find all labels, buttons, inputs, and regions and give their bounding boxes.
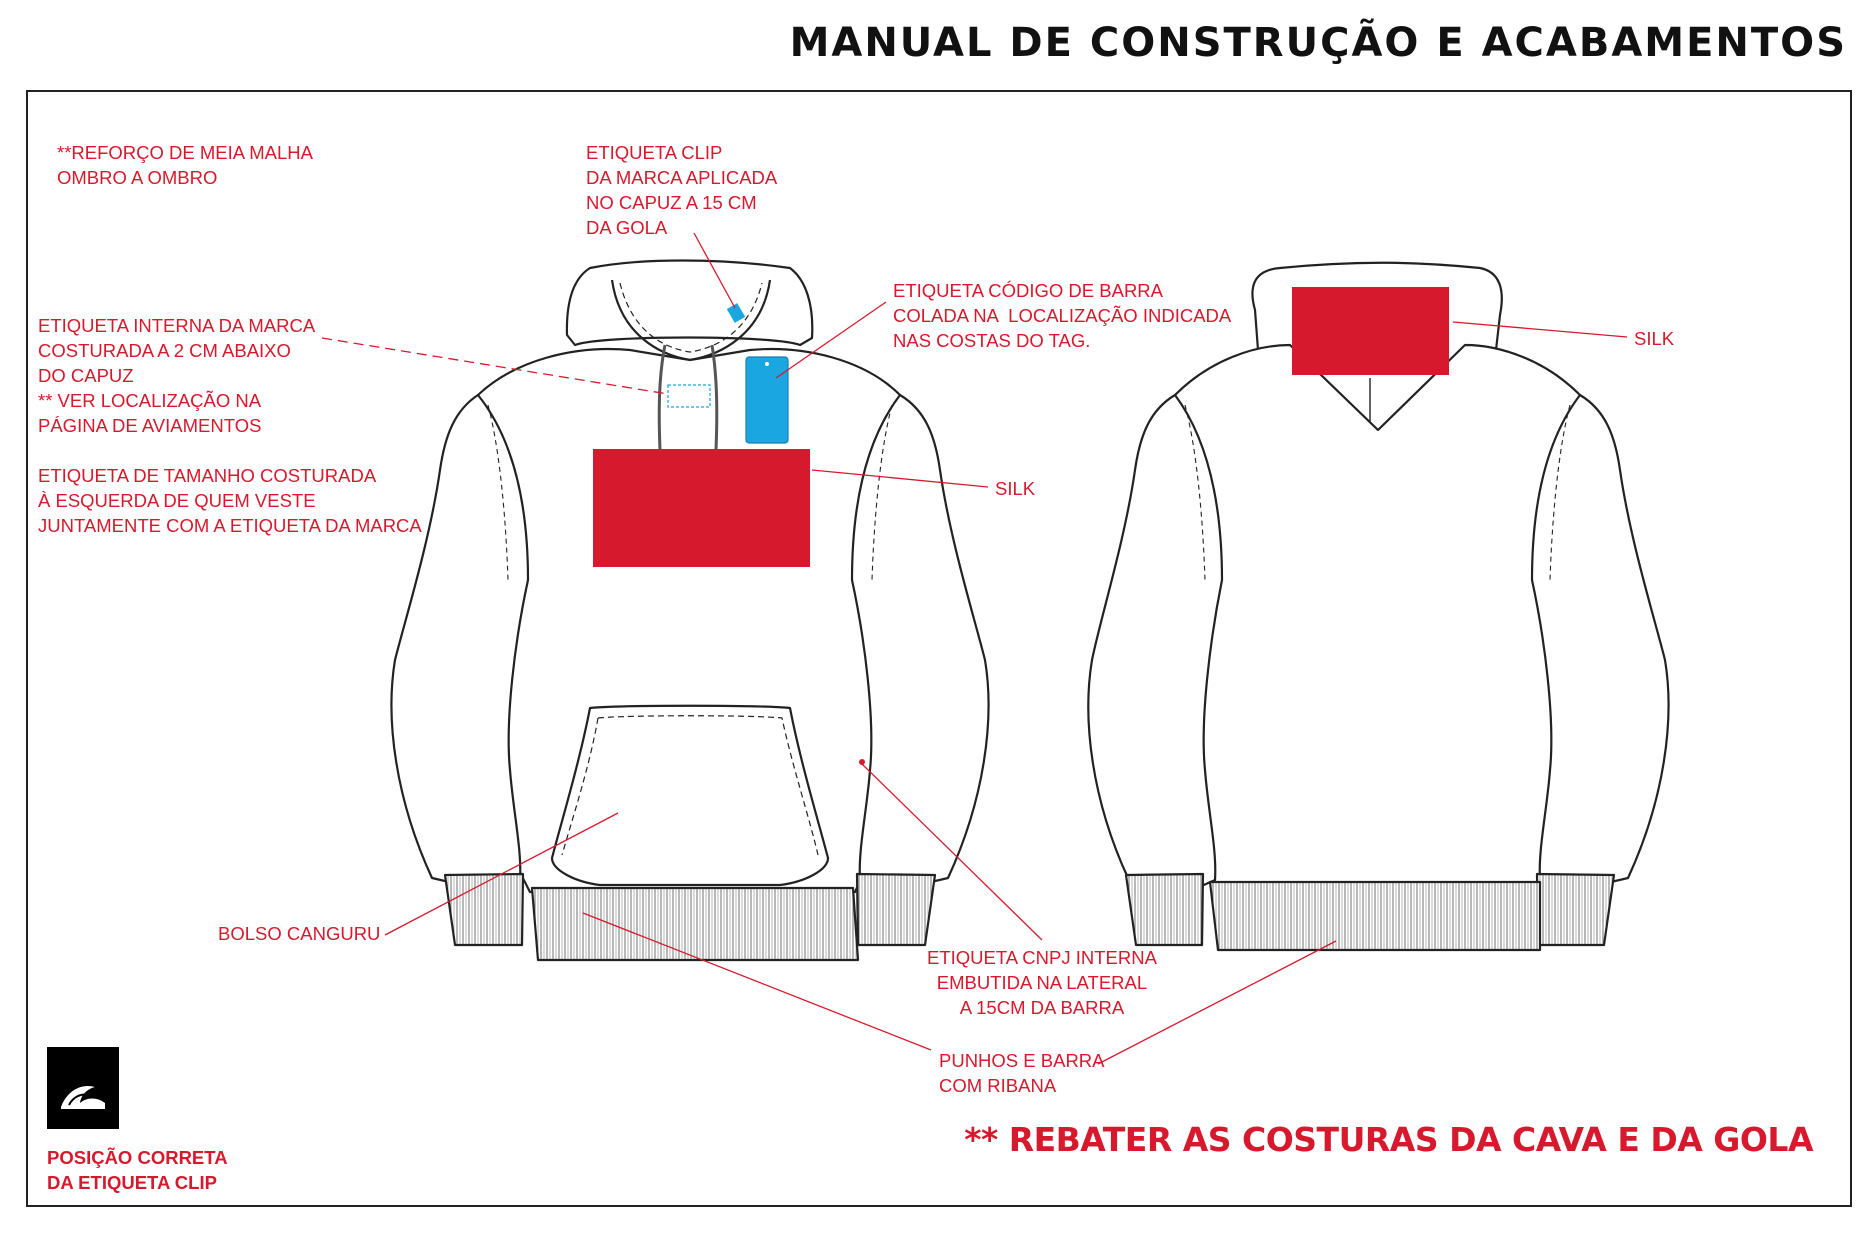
silk-area-front	[593, 449, 810, 567]
wave-mountain-icon	[47, 1047, 119, 1129]
label-reforco-meia-malha: **REFORÇO DE MEIA MALHA OMBRO A OMBRO	[57, 142, 313, 188]
label-punhos-barra: PUNHOS E BARRA COM RIBANA	[939, 1050, 1105, 1096]
label-bolso-canguru: BOLSO CANGURU	[218, 923, 381, 944]
brand-logo	[47, 1047, 119, 1129]
manual-title: MANUAL DE CONSTRUÇÃO E ACABAMENTOS	[789, 20, 1847, 66]
label-etiqueta-interna: ETIQUETA INTERNA DA MARCA COSTURADA A 2 CM ABAIXO DO CAPUZ ** VER LOCALIZAÇÃO NA PÁGINA DE AVIAMENTOS	[38, 315, 316, 436]
front-right-sleeve	[852, 395, 989, 892]
back-left-cuff	[1126, 874, 1203, 945]
clip-position-caption: POSIÇÃO CORRETA DA ETIQUETA CLIP	[47, 1147, 228, 1193]
label-silk-front: SILK	[995, 478, 1036, 499]
front-left-cuff	[445, 874, 523, 945]
back-waistband	[1210, 882, 1540, 950]
label-etiqueta-cnpj: ETIQUETA CNPJ INTERNA EMBUTIDA NA LATERAL A 15CM DA BARRA	[927, 947, 1157, 1018]
silk-area-back	[1292, 287, 1449, 375]
hang-tag	[746, 357, 788, 443]
label-etiqueta-clip: ETIQUETA CLIP DA MARCA APLICADA NO CAPUZ A 15 CM DA GOLA	[586, 142, 778, 238]
kangaroo-pocket	[552, 706, 828, 885]
back-left-sleeve	[1088, 395, 1222, 892]
label-etiqueta-tamanho: ETIQUETA DE TAMANHO COSTURADA À ESQUERDA DE QUEM VESTE JUNTAMENTE COM A ETIQUETA DA MARCA	[38, 465, 422, 536]
label-silk-back: SILK	[1634, 328, 1675, 349]
back-right-sleeve	[1532, 395, 1669, 892]
back-right-cuff	[1537, 874, 1614, 945]
front-hood	[567, 261, 812, 346]
front-hoodie	[391, 261, 988, 961]
label-etiqueta-codigo-barra: ETIQUETA CÓDIGO DE BARRA COLADA NA LOCALIZAÇÃO INDICADA NAS COSTAS DO TAG.	[893, 280, 1232, 351]
footer-note: ** REBATER AS COSTURAS DA CAVA E DA GOLA	[964, 1120, 1813, 1159]
front-waistband	[532, 888, 858, 960]
front-right-cuff	[857, 874, 935, 945]
